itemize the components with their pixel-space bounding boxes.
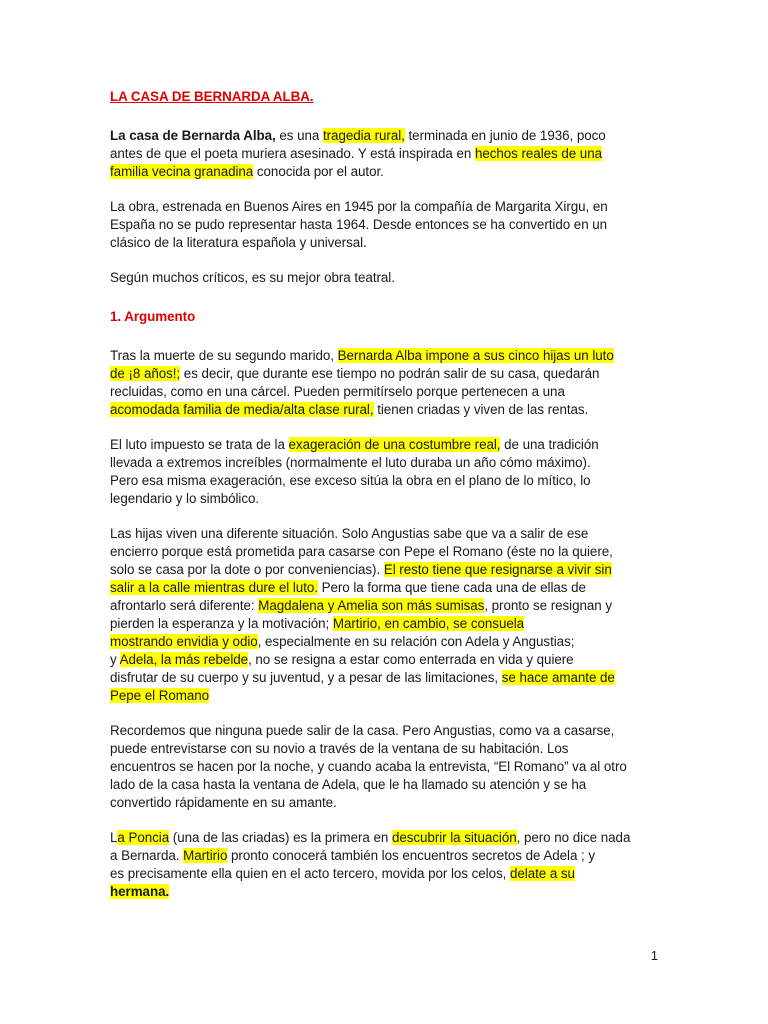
text-line: [110, 145, 650, 163]
text-line: [110, 615, 650, 633]
text-line: [110, 525, 650, 543]
text-line: [110, 829, 650, 847]
text-line: [110, 794, 650, 812]
text-line: [110, 883, 650, 901]
text-run: Las hijas viven una diferente situación. Solo Angustias sabe que va a salir de ese: [110, 526, 589, 541]
text-run: , pronto se resignan y: [484, 598, 612, 613]
text-line: [110, 847, 650, 865]
highlighted-text: mostrando envidia y odio: [110, 634, 258, 649]
highlighted-text: Adela, la más rebelde: [119, 652, 249, 667]
spacer: [110, 252, 650, 269]
highlighted-text: delate a su: [509, 866, 575, 881]
text-run: Según muchos críticos, es su mejor obra teatral.: [110, 270, 395, 285]
text-run: , especialmente en su relación con Adela y Angustias;: [257, 634, 575, 649]
text-line: [110, 472, 650, 490]
highlighted-text: Martirio: [183, 848, 228, 863]
highlighted-text: hechos reales de una: [474, 146, 603, 161]
highlighted-text: salir a la calle mientras dure el luto.: [110, 580, 318, 595]
text-run: legendario y lo simbólico.: [110, 491, 260, 506]
paragraph-critics: [110, 269, 650, 287]
text-line: [110, 401, 650, 419]
text-line: [110, 163, 650, 181]
text-run: encuentros se hacen por la noche, y cuando acaba la entrevista, “El Romano” va al otro: [110, 759, 627, 774]
text-run: La casa de Bernarda Alba,: [110, 128, 276, 143]
text-line: [110, 269, 650, 287]
text-run: afrontarlo será diferente:: [110, 598, 259, 613]
text-run: es precisamente ella quien en el acto tercero, movida por los celos,: [110, 866, 510, 881]
highlighted-text: descubrir la situación: [391, 830, 517, 845]
text-line: [110, 669, 650, 687]
text-run: Pero esa misma exageración, ese exceso sitúa la obra en el plano de lo mítico, lo: [110, 473, 591, 488]
text-run: L: [110, 830, 118, 845]
spacer: [110, 419, 650, 436]
text-line: [110, 776, 650, 794]
text-line: [110, 127, 650, 145]
page-number: 1: [650, 948, 658, 963]
paragraph-poncia: [110, 829, 650, 901]
text-run: (una de las criadas) es la primera en: [169, 830, 392, 845]
highlighted-text: Pepe el Romano: [110, 688, 210, 703]
text-run: tienen criadas y viven de las rentas.: [373, 402, 589, 417]
text-run: es decir, que durante ese tiempo no podrán salir de su casa, quedarán: [180, 366, 600, 381]
highlighted-text: familia vecina granadina: [110, 164, 254, 179]
text-run: , no se resigna a estar como enterrada en vida y quiere: [248, 652, 574, 667]
text-line: [110, 561, 650, 579]
spacer: [110, 181, 650, 198]
text-run: a Bernarda.: [110, 848, 184, 863]
paragraph-intro: [110, 127, 650, 181]
highlighted-text: tragedia rural,: [322, 128, 405, 143]
text-run: llevada a extremos increíbles (normalmente el luto duraba un año cómo máximo).: [110, 455, 591, 470]
highlighted-text: de ¡8 años!;: [110, 366, 181, 381]
highlighted-text: a Poncia: [117, 830, 170, 845]
document-page: [110, 88, 650, 901]
text-run: Tras la muerte de su segundo marido,: [110, 348, 338, 363]
text-run: y: [110, 652, 120, 667]
text-line: [110, 722, 650, 740]
text-line: [110, 579, 650, 597]
text-run: , pero no dice nada: [516, 830, 631, 845]
document-title: LA CASA DE BERNARDA ALBA.: [110, 89, 314, 104]
text-line: [110, 347, 650, 365]
section-heading-argumento: 1. Argumento: [110, 309, 196, 324]
text-line: [110, 543, 650, 561]
text-line: [110, 198, 650, 216]
text-run: puede entrevistarse con su novio a través de la ventana de su habitación. Los: [110, 741, 569, 756]
highlighted-text: Bernarda Alba impone a sus cinco hijas un luto: [337, 348, 614, 363]
text-line: [110, 454, 650, 472]
text-run: recluidas, como en una cárcel. Pueden permitírselo porque pertenecen a una: [110, 384, 565, 399]
text-line: [110, 651, 650, 669]
text-line: [110, 865, 650, 883]
paragraph-exageracion: [110, 436, 650, 508]
text-line: [110, 597, 650, 615]
text-line: [110, 740, 650, 758]
highlighted-text: exageración de una costumbre real,: [288, 437, 501, 452]
text-line: [110, 436, 650, 454]
highlighted-text: se hace amante de: [501, 670, 615, 685]
text-run: España no se pudo representar hasta 1964. Desde entonces se ha convertido en un: [110, 217, 608, 232]
spacer: [110, 326, 650, 347]
text-run: de una tradición: [500, 437, 599, 452]
spacer: [110, 287, 650, 308]
text-run: La obra, estrenada en Buenos Aires en 1945 por la compañía de Margarita Xirgu, en: [110, 199, 608, 214]
text-run: pronto conocerá también los encuentros secretos de Adela ; y: [227, 848, 596, 863]
highlighted-text: acomodada familia de media/alta clase rural,: [110, 402, 374, 417]
text-run: Recordemos que ninguna puede salir de la casa. Pero Angustias, como va a casarse,: [110, 723, 615, 738]
highlighted-text: Martirio, en cambio, se consuela: [332, 616, 525, 631]
highlighted-text: Magdalena y Amelia son más sumisas: [258, 598, 485, 613]
text-run: conocida por el autor.: [253, 164, 384, 179]
text-line: [110, 234, 650, 252]
spacer: [110, 106, 650, 127]
text-line: [110, 758, 650, 776]
text-run: convertido rápidamente en su amante.: [110, 795, 337, 810]
text-run: solo se casa por la dote o por conveniencias).: [110, 562, 384, 577]
text-run: terminada en junio de 1936, poco: [404, 128, 606, 143]
text-line: [110, 490, 650, 508]
spacer: [110, 508, 650, 525]
text-run: antes de que el poeta muriera asesinado. Y está inspirada en: [110, 146, 475, 161]
text-run: pierden la esperanza y la motivación;: [110, 616, 333, 631]
spacer: [110, 705, 650, 722]
text-run: encierro porque está prometida para casarse con Pepe el Romano (éste no la quiere,: [110, 544, 613, 559]
highlighted-text: hermana.: [110, 884, 170, 899]
paragraph-premiere: [110, 198, 650, 252]
paragraph-luto: [110, 347, 650, 419]
paragraph-ventana: [110, 722, 650, 812]
text-line: [110, 365, 650, 383]
text-run: es una: [275, 128, 323, 143]
text-run: Pero la forma que tiene cada una de ellas de: [317, 580, 586, 595]
text-run: clásico de la literatura española y universal.: [110, 235, 367, 250]
paragraph-hijas: [110, 525, 650, 705]
spacer: [110, 812, 650, 829]
text-line: [110, 383, 650, 401]
text-line: [110, 633, 650, 651]
text-run: lado de la casa hasta la ventana de Adela, que le ha llamado su atención y se ha: [110, 777, 587, 792]
text-run: El luto impuesto se trata de la: [110, 437, 289, 452]
text-run: disfrutar de su cuerpo y su juventud, y a pesar de las limitaciones,: [110, 670, 502, 685]
text-line: [110, 687, 650, 705]
highlighted-text: El resto tiene que resignarse a vivir sin: [383, 562, 612, 577]
text-line: [110, 216, 650, 234]
